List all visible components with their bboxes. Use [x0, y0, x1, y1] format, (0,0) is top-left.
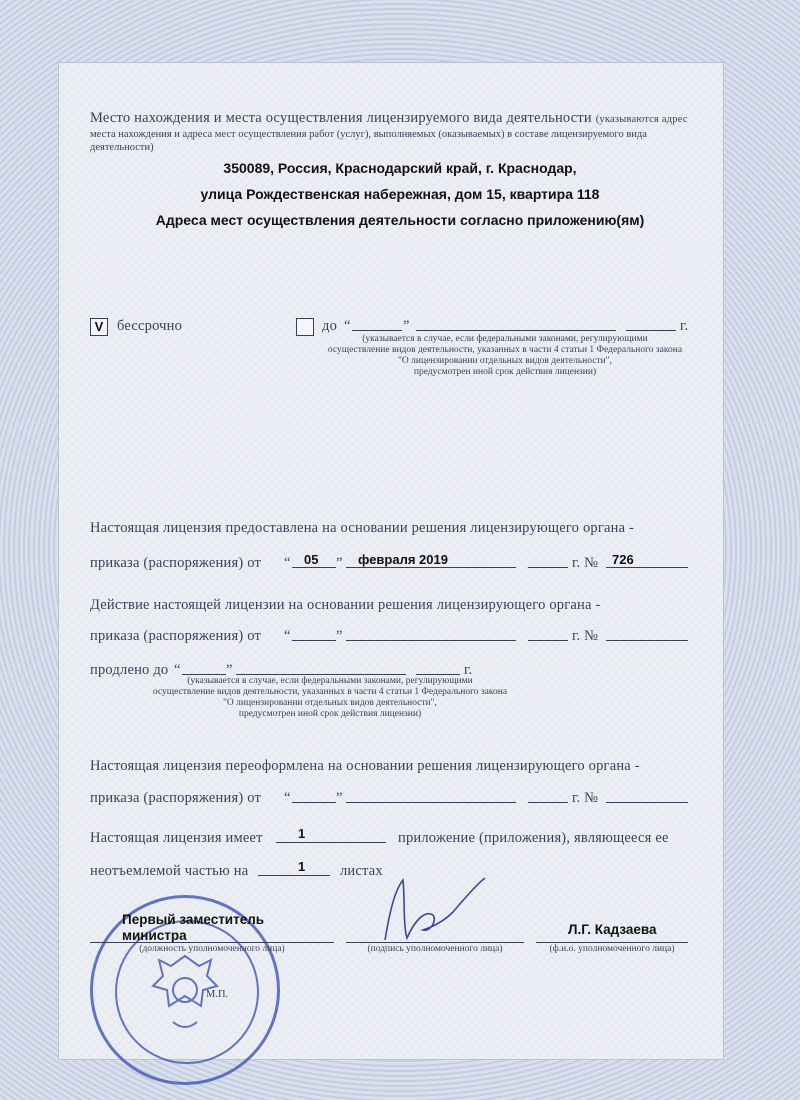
extended-month-line: [236, 674, 406, 675]
mp-label: М.П.: [206, 989, 229, 1000]
address-line-1: 350089, Россия, Краснодарский край, г. Краснодар,: [223, 160, 577, 176]
reissue-day-line: [292, 802, 336, 803]
appendix-count-line: [276, 842, 386, 843]
term-note-2: осуществление видов деятельности, указанных в части 4 статьи 1 Федерального закона: [327, 345, 683, 355]
extend-month-line: [346, 640, 516, 641]
reissue-line-1: Настоящая лицензия переоформлена на основании решения лицензирующего органа -: [90, 758, 640, 774]
extend-note-4: предусмотрен иной срок действия лицензии): [238, 709, 422, 719]
place-intro: [90, 110, 688, 127]
extended-day-line: [182, 674, 226, 675]
grant-day-line: [292, 567, 336, 568]
until-year-line: [626, 330, 676, 331]
grant-number: 726: [612, 552, 634, 567]
reissue-order-label: приказа (распоряжения) от: [90, 790, 261, 806]
position-line: [90, 942, 334, 943]
extend-note-3: "О лицензировании отдельных видов деятельности",: [223, 698, 437, 708]
appendix-line-2b: листах: [340, 863, 383, 879]
appendix-count: 1: [298, 826, 306, 841]
grant-line-1: Настоящая лицензия предоставлена на основании решения лицензирующего органа -: [90, 520, 635, 536]
grant-year-suffix: г. №: [572, 555, 599, 571]
term-note-4: предусмотрен иной срок действия лицензии): [413, 367, 597, 377]
unlimited-checkbox[interactable]: V: [90, 318, 108, 336]
extended-quote-open: “: [174, 662, 181, 678]
grant-month-line: [346, 567, 516, 568]
grant-quote-open: “: [284, 555, 291, 571]
extend-number-line: [606, 640, 688, 641]
extend-quote-open: “: [284, 628, 291, 644]
extend-quote-close: ”: [336, 628, 343, 644]
extended-suffix: г.: [464, 662, 473, 678]
appendix-sheets: 1: [298, 859, 306, 874]
position-line-1: Первый заместитель: [122, 912, 265, 927]
extended-quote-close: ”: [226, 662, 233, 678]
reissue-number-line: [606, 802, 688, 803]
place-intro-line3: деятельности): [90, 142, 154, 153]
address-line-2: улица Рождественская набережная, дом 15, квартира 118: [200, 186, 600, 202]
name-caption: (ф.и.о. уполномоченного лица): [549, 944, 675, 954]
extended-year-line: [416, 674, 460, 675]
name-line: [536, 942, 688, 943]
until-checkbox[interactable]: [296, 318, 314, 336]
address-line-3: Адреса мест осуществления деятельности согласно приложению(ям): [155, 212, 645, 228]
handwritten-signature: [365, 870, 505, 950]
grant-quote-close: ”: [336, 555, 343, 571]
grant-order-label: приказа (распоряжения) от: [90, 555, 261, 571]
term-note-3: "О лицензировании отдельных видов деятельности",: [398, 356, 612, 366]
until-month-line: [416, 330, 616, 331]
until-day-line: [352, 330, 402, 331]
reissue-month-line: [346, 802, 516, 803]
grant-year-line: [528, 567, 568, 568]
extend-line-1: Действие настоящей лицензии на основании решения лицензирующего органа -: [90, 597, 601, 613]
until-year-suffix: г.: [680, 318, 689, 334]
reissue-year-suffix: г. №: [572, 790, 599, 806]
extend-note: [130, 676, 530, 720]
reissue-quote-open: “: [284, 790, 291, 806]
extend-year-suffix: г. №: [572, 628, 599, 644]
position-caption: (должность уполномоченного лица): [139, 944, 285, 954]
extend-year-line: [528, 640, 568, 641]
extend-order-label: приказа (распоряжения) от: [90, 628, 261, 644]
appendix-line-1a: Настоящая лицензия имеет: [90, 830, 263, 846]
position-line-2: министра: [122, 928, 187, 943]
extend-note-1: (указывается в случае, если федеральными законами, регулирующими: [187, 676, 473, 686]
until-quote-close: ”: [403, 318, 410, 334]
signature-line: [346, 942, 524, 943]
appendix-line-2a: неотъемлемой частью на: [90, 863, 249, 879]
place-intro-text: Место нахождения и места осуществления лицензируемого вида деятельности: [90, 110, 592, 126]
extended-label: продлено до: [90, 662, 169, 678]
extend-day-line: [292, 640, 336, 641]
appendix-line-1b: приложение (приложения), являющееся ее: [398, 830, 669, 846]
extend-note-2: осуществление видов деятельности, указанных в части 4 статьи 1 Федерального закона: [152, 687, 508, 697]
place-intro-note: (указываются адрес: [595, 114, 688, 125]
until-quote-open: “: [344, 318, 351, 334]
appendix-sheets-line: [258, 875, 330, 876]
until-label: до: [322, 318, 338, 334]
grant-month-year: февраля 2019: [358, 552, 448, 567]
signer-name: Л.Г. Кадзаева: [568, 922, 657, 937]
term-note: [320, 334, 690, 378]
grant-day: 05: [304, 552, 319, 567]
term-note-1: (указывается в случае, если федеральными законами, регулирующими: [362, 334, 648, 344]
reissue-quote-close: ”: [336, 790, 343, 806]
place-intro-line2: места нахождения и адреса мест осуществления работ (услуг), выполняемых (оказываемых) в составе лицензируемого вида: [90, 129, 647, 140]
reissue-year-line: [528, 802, 568, 803]
signature-caption: (подпись уполномоченного лица): [367, 944, 503, 954]
unlimited-label: бессрочно: [117, 318, 183, 334]
grant-number-line: [606, 567, 688, 568]
